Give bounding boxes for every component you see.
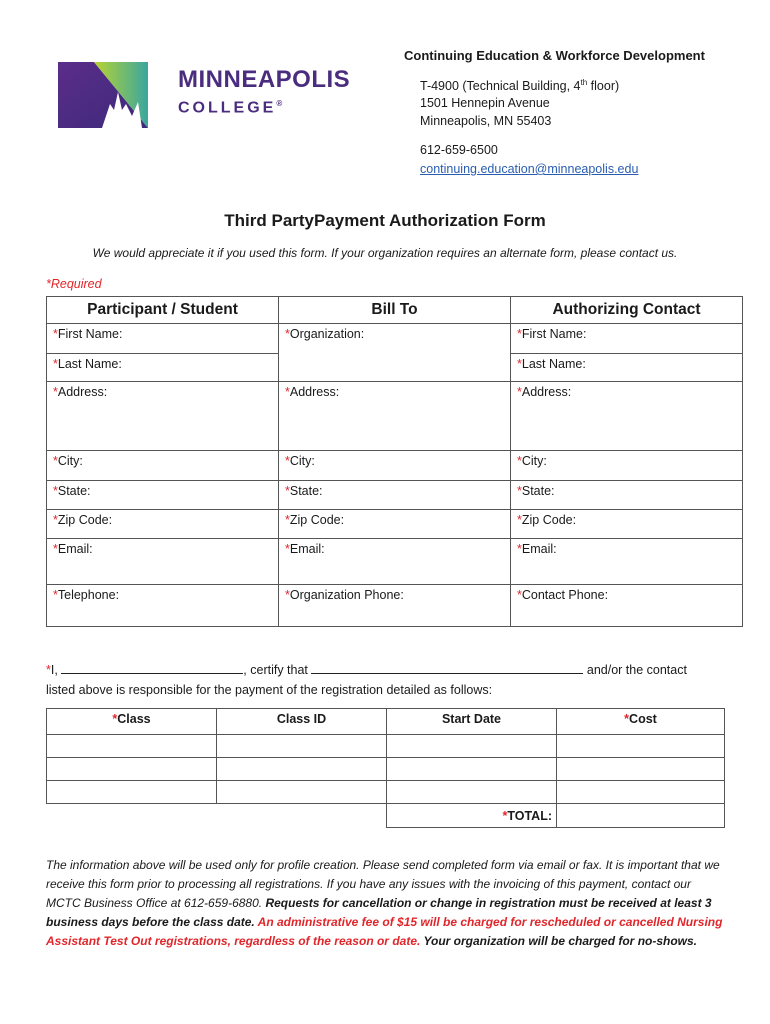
certify-statement: *I, , certify that and/or the contact	[46, 663, 687, 677]
participant-first-name-field[interactable]: *First Name:	[47, 324, 279, 354]
participant-state-field[interactable]: *State:	[47, 481, 279, 510]
certify-statement-line2: listed above is responsible for the payment of the registration detailed as follows:	[46, 683, 493, 697]
bill-phone-field[interactable]: *Organization Phone:	[279, 585, 511, 627]
required-note: *Required	[46, 277, 102, 291]
table-row	[47, 735, 725, 758]
class-id-header: Class ID	[217, 709, 387, 735]
participant-telephone-field[interactable]: *Telephone:	[47, 585, 279, 627]
contact-phone-field[interactable]: *Contact Phone:	[511, 585, 743, 627]
info-table	[46, 296, 743, 627]
class-table	[46, 708, 725, 828]
participant-address-field[interactable]: *Address:	[47, 382, 279, 451]
bill-zip-field[interactable]: *Zip Code:	[279, 510, 511, 539]
table-row	[47, 781, 725, 804]
contact-city-field[interactable]: *City:	[511, 451, 743, 481]
payer-name-blank[interactable]	[61, 661, 243, 674]
address-line-3: Minneapolis, MN 55403	[420, 114, 552, 128]
bill-email-field[interactable]: *Email:	[279, 539, 511, 585]
start-date-header: Start Date	[387, 709, 557, 735]
contact-first-name-field[interactable]: *First Name:	[511, 324, 743, 354]
participant-email-field[interactable]: *Email:	[47, 539, 279, 585]
footer-notice: The information above will be used only for profile creation. Please send completed form via email or fax. It is important that we receive this form prior to processing all registrations. If you have any issues with the invoicing of this payment, contact our MCTC Business Office at 612-659-6880. Requests for cancellation or change in registration must be received at least 3 business days before the class date. An administrative fee of $15 will be charged for rescheduled or cancelled Nursing Assistant Test Out registrations, regardless of the reason or date. Your organization will be charged for no-shows.	[46, 858, 723, 948]
contact-zip-field[interactable]: *Zip Code:	[511, 510, 743, 539]
form-subtitle: We would appreciate it if you used this form. If your organization requires an alternate form, please contact us.	[92, 246, 678, 260]
total-label: *TOTAL:	[387, 804, 557, 828]
phone-number: 612-659-6500	[420, 143, 498, 157]
participant-header: Participant / Student	[47, 297, 279, 324]
bill-city-field[interactable]: *City:	[279, 451, 511, 481]
logo-wordmark-line1: MINNEAPOLIS	[178, 66, 351, 93]
bill-state-field[interactable]: *State:	[279, 481, 511, 510]
address-line-2: 1501 Hennepin Avenue	[420, 96, 550, 110]
bill-address-field[interactable]: *Address:	[279, 382, 511, 451]
logo-wordmark-line2: COLLEGE®	[178, 99, 283, 117]
participant-last-name-field[interactable]: *Last Name:	[47, 354, 279, 382]
form-title: Third PartyPayment Authorization Form	[224, 211, 546, 230]
participant-city-field[interactable]: *City:	[47, 451, 279, 481]
contact-last-name-field[interactable]: *Last Name:	[511, 354, 743, 382]
class-header: *Class	[47, 709, 217, 735]
organization-name-blank[interactable]	[311, 661, 583, 674]
department-name: Continuing Education & Workforce Development	[404, 48, 705, 63]
bill-to-header: Bill To	[279, 297, 511, 324]
contact-email-field[interactable]: *Email:	[511, 539, 743, 585]
table-row	[47, 758, 725, 781]
address-line-1: T-4900 (Technical Building, 4th floor)	[420, 78, 620, 94]
participant-zip-field[interactable]: *Zip Code:	[47, 510, 279, 539]
contact-header: Authorizing Contact	[511, 297, 743, 324]
bill-organization-field[interactable]: *Organization:	[279, 324, 511, 382]
contact-state-field[interactable]: *State:	[511, 481, 743, 510]
email-link[interactable]: continuing.education@minneapolis.edu	[420, 162, 639, 176]
total-cost-field[interactable]	[557, 804, 725, 828]
contact-address-field[interactable]: *Address:	[511, 382, 743, 451]
cost-header: *Cost	[557, 709, 725, 735]
